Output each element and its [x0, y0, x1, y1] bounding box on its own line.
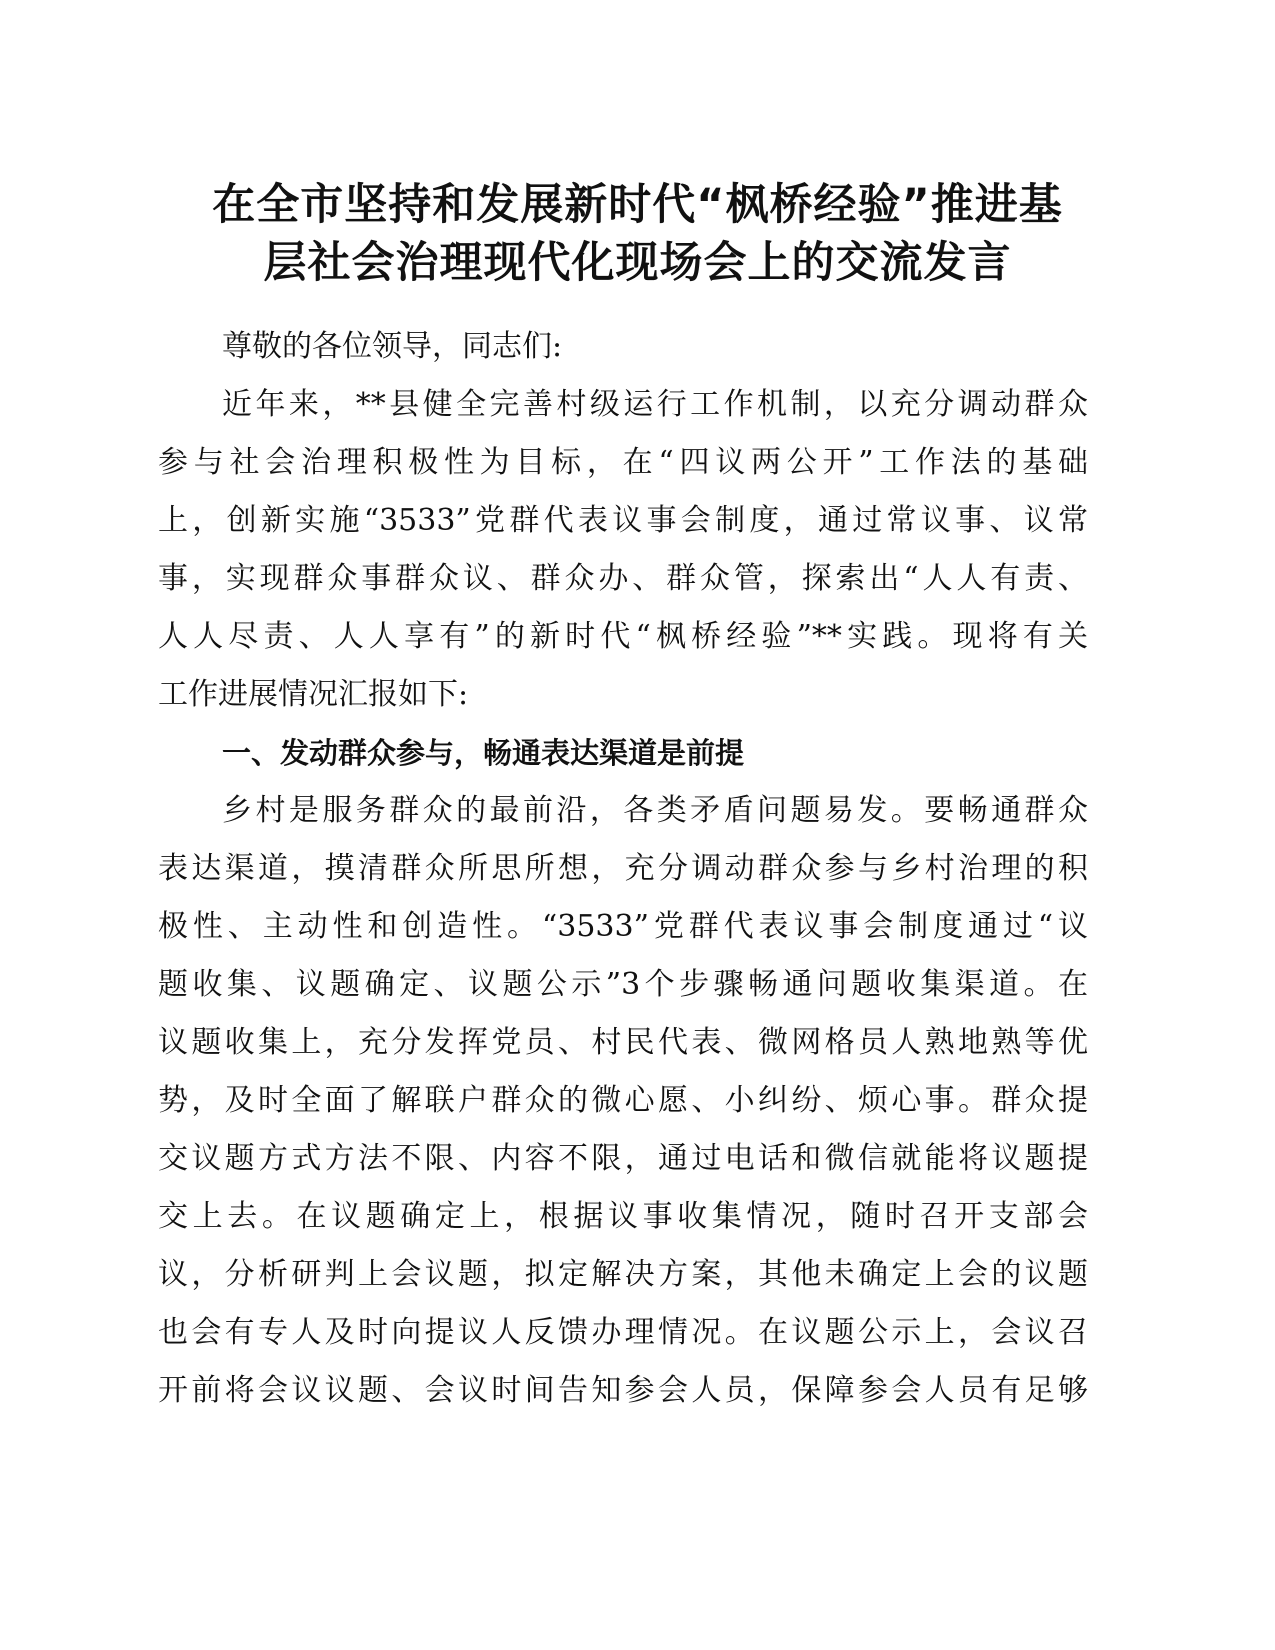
- document-body: [158, 318, 1088, 1420]
- paragraph-line: 交议题方式方法不限、内容不限，通过电话和微信就能将议题提: [158, 1141, 1088, 1176]
- paragraph-line: 开前将会议议题、会议时间告知参会人员，保障参会人员有足够: [158, 1373, 1088, 1408]
- title-line-1: 在全市坚持和发展新时代“枫桥经验”推进基: [212, 180, 1063, 230]
- section-heading: 一、发动群众参与，畅通表达渠道是前提: [222, 736, 745, 770]
- paragraph-line: 也会有专人及时向提议人反馈办理情况。在议题公示上，会议召: [158, 1315, 1088, 1350]
- paragraph-line: 势，及时全面了解联户群众的微心愿、小纠纷、烦心事。群众提: [158, 1083, 1088, 1118]
- paragraph-line: 交上去。在议题确定上，根据议事收集情况，随时召开支部会: [158, 1199, 1088, 1234]
- paragraph-line: 人人尽责、人人享有”的新时代“枫桥经验”**实践。现将有关: [158, 619, 1088, 654]
- document-title: [140, 176, 1135, 292]
- salutation: 尊敬的各位领导，同志们:: [222, 329, 563, 364]
- title-line-2: 层社会治理现代化现场会上的交流发言: [263, 238, 1012, 288]
- paragraph-line: 事，实现群众事群众议、群众办、群众管，探索出“人人有责、: [158, 561, 1088, 596]
- paragraph-line: 上，创新实施“3533”党群代表议事会制度，通过常议事、议常: [158, 503, 1088, 538]
- paragraph-line: 题收集、议题确定、议题公示”3个步骤畅通问题收集渠道。在: [158, 967, 1088, 1002]
- paragraph-line: 工作进展情况汇报如下:: [158, 677, 469, 712]
- paragraph-line: 极性、主动性和创造性。“3533”党群代表议事会制度通过“议: [158, 909, 1088, 944]
- intro-paragraph: [158, 376, 1088, 724]
- paragraph-line: 表达渠道，摸清群众所思所想，充分调动群众参与乡村治理的积: [158, 851, 1088, 886]
- paragraph-line: 参与社会治理积极性为目标，在“四议两公开”工作法的基础: [158, 445, 1088, 480]
- paragraph-line: 乡村是服务群众的最前沿，各类矛盾问题易发。要畅通群众: [222, 793, 1088, 828]
- paragraph-line: 议，分析研判上会议题，拟定解决方案，其他未确定上会的议题: [158, 1257, 1088, 1292]
- paragraph-line: 议题收集上，充分发挥党员、村民代表、微网格员人熟地熟等优: [158, 1025, 1088, 1060]
- paragraph-line: 近年来，**县健全完善村级运行工作机制，以充分调动群众: [222, 387, 1088, 422]
- section1-paragraph: [158, 782, 1088, 1420]
